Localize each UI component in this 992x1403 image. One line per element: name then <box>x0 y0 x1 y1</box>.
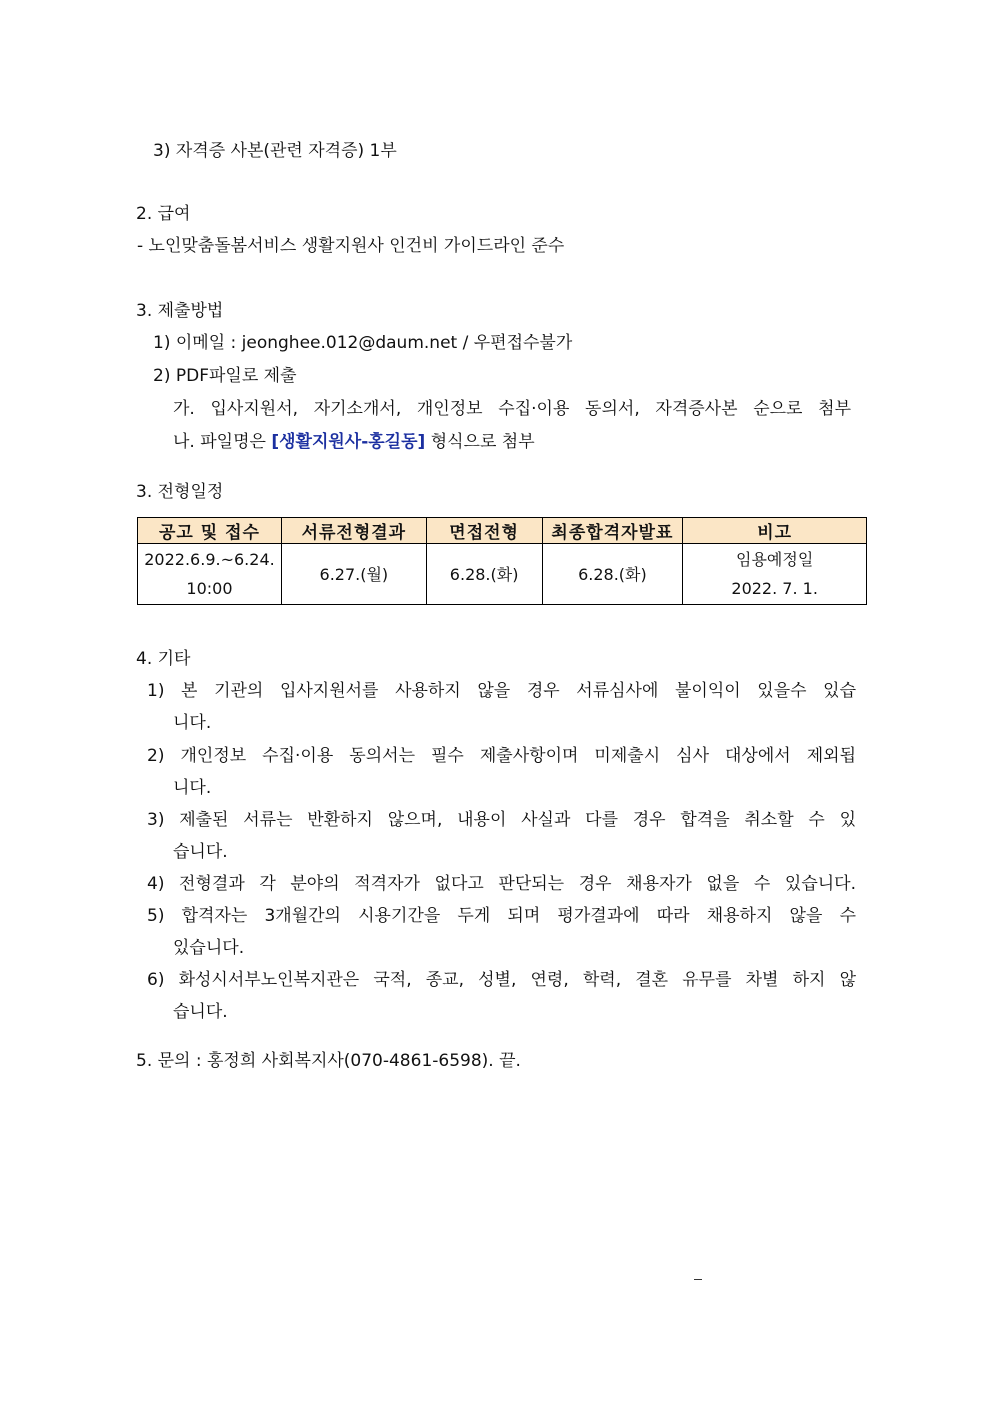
header-final: 최종합격자발표 <box>542 518 683 544</box>
header-note: 비고 <box>683 518 867 544</box>
contact-line: 5. 문의 : 홍정희 사회복지사(070-4861-6598). 끝. <box>136 1051 521 1071</box>
etc-item-3: 3) 제출된 서류는 반환하지 않으며, 내용이 사실과 다를 경우 합격을 취소할 수 있 <box>147 810 856 830</box>
submit-email-item: 1) 이메일 : jeonghee.012@daum.net / 우편접수불가 <box>153 333 573 353</box>
etc-item-1: 1) 본 기관의 입사지원서를 사용하지 않을 경우 서류심사에 불이익이 있을수 있습 <box>147 681 856 701</box>
header-apply: 공고 및 접수 <box>138 518 282 544</box>
footer-dash <box>694 1279 702 1280</box>
filename-prefix: 나. 파일명은 <box>173 432 272 452</box>
cell-note <box>683 544 867 605</box>
etc-item-6-cont: 습니다. <box>173 1002 228 1022</box>
etc-item-5-cont: 있습니다. <box>173 938 245 958</box>
filename-suffix: 형식으로 첨부 <box>425 432 535 452</box>
section-salary-heading: 2. 급여 <box>136 204 191 224</box>
etc-item-5: 5) 합격자는 3개월간의 시용기간을 두게 되며 평가결과에 따라 채용하지 않을 수 <box>147 906 856 926</box>
etc-item-3-cont: 습니다. <box>173 842 228 862</box>
cell-final: 6.28.(화) <box>542 544 683 605</box>
section-etc-heading: 4. 기타 <box>136 649 191 669</box>
schedule-header-row <box>138 518 867 544</box>
header-interview: 면접전형 <box>426 518 542 544</box>
header-doc-result: 서류전형결과 <box>281 518 426 544</box>
salary-detail: - 노인맞춤돌봄서비스 생활지원사 인건비 가이드라인 준수 <box>137 236 565 256</box>
apply-time: 10:00 <box>186 579 233 598</box>
etc-item-2: 2) 개인정보 수집·이용 동의서는 필수 제출사항이며 미제출시 심사 대상에서 제외됩 <box>147 746 856 766</box>
note-label: 임용예정일 <box>736 550 814 569</box>
etc-item-4: 4) 전형결과 각 분야의 적격자가 없다고 판단되는 경우 채용자가 없을 수 있습니다. <box>147 874 856 894</box>
section-submit-heading: 3. 제출방법 <box>136 301 224 321</box>
cert-copy-item: 3) 자격증 사본(관련 자격증) 1부 <box>153 141 397 161</box>
cell-doc-result: 6.27.(월) <box>281 544 426 605</box>
cell-apply <box>138 544 282 605</box>
schedule-row <box>138 544 867 605</box>
filename-format-highlight: [생활지원사-홍길동] <box>271 432 426 452</box>
section-schedule-heading: 3. 전형일정 <box>136 482 224 502</box>
cell-interview: 6.28.(화) <box>426 544 542 605</box>
submit-order-item: 가. 입사지원서, 자기소개서, 개인정보 수집·이용 동의서, 자격증사본 순으로 첨부 <box>173 399 851 419</box>
note-date: 2022. 7. 1. <box>731 579 818 598</box>
submit-filename-item <box>173 431 535 453</box>
apply-dates: 2022.6.9.~6.24. <box>144 550 275 569</box>
etc-item-2-cont: 니다. <box>173 778 212 798</box>
submit-pdf-item: 2) PDF파일로 제출 <box>153 366 297 386</box>
etc-item-6: 6) 화성시서부노인복지관은 국적, 종교, 성별, 연령, 학력, 결혼 유무를 차별 하지 않 <box>147 970 856 990</box>
schedule-table <box>137 517 867 605</box>
etc-item-1-cont: 니다. <box>173 713 212 733</box>
